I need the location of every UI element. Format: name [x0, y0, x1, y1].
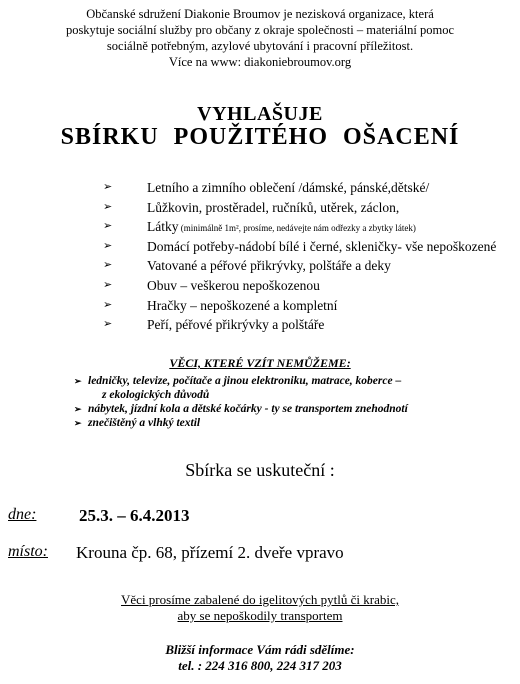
list-item-main: Látky — [147, 219, 179, 235]
contact-info — [0, 642, 520, 674]
list-item-text: Lůžkovin, prostěradel, ručníků, utěrek, záclon, — [147, 199, 400, 215]
arrow-bullet-icon: ➢ — [103, 278, 113, 291]
list-item — [0, 296, 520, 316]
arrow-bullet-icon: ➢ — [74, 418, 82, 428]
intro-line: poskytuje sociální služby pro občany z okraje společnosti – materiální pomoc — [65, 23, 455, 37]
arrow-bullet-icon: ➢ — [103, 239, 113, 252]
packing-line: Věci prosíme zabalené do igelitových pytlů či krabic, — [121, 592, 399, 607]
list-item — [0, 315, 520, 335]
list-item — [0, 198, 520, 218]
list-item — [74, 402, 514, 416]
list-item-text: Peří, péřové přikrývky a polštáře — [147, 317, 325, 333]
arrow-bullet-icon: ➢ — [103, 181, 113, 193]
list-item-text: Hračky – nepoškozené a kompletní — [147, 297, 338, 313]
contact-phone: tel. : 224 316 800, 224 317 203 — [178, 658, 342, 673]
heading-announces: VYHLAŠUJE — [197, 103, 323, 125]
arrow-bullet-icon: ➢ — [74, 376, 82, 386]
heading-title: SBÍRKU POUŽITÉHO OŠACENÍ — [60, 124, 460, 150]
arrow-bullet-icon: ➢ — [103, 298, 113, 311]
packing-note — [0, 592, 520, 624]
list-item-note: (minimálně 1m², prosíme, nedávejte nám odřezky a zbytky látek) — [178, 223, 416, 234]
arrow-bullet-icon: ➢ — [103, 200, 113, 213]
intro-text — [14, 6, 506, 70]
reject-title: VĚCI, KTERÉ VZÍT NEMŮŽEME: — [169, 356, 351, 370]
reject-list — [74, 374, 514, 430]
accept-list — [0, 178, 520, 335]
place-value: Krouna čp. 68, přízemí 2. dveře vpravo — [76, 543, 344, 562]
arrow-bullet-icon: ➢ — [74, 404, 82, 414]
contact-heading: Bližší informace Vám rádi sdělíme: — [165, 642, 355, 657]
list-item — [0, 178, 520, 198]
list-item-text: Obuv – veškerou nepoškozenou — [147, 277, 320, 293]
packing-line: aby se nepoškodily transportem — [177, 608, 343, 623]
arrow-bullet-icon: ➢ — [103, 318, 113, 331]
intro-line: sociálně potřebným, azylové ubytování i pracovní příležitost. — [106, 39, 414, 53]
collection-announcement: Sbírka se uskuteční : — [185, 460, 335, 480]
date-value: 25.3. – 6.4.2013 — [79, 506, 190, 525]
list-item — [0, 276, 520, 296]
list-item-text: Domácí potřeby-nádobí bílé i černé, skleničky- vše nepoškozené — [147, 238, 497, 254]
arrow-bullet-icon: ➢ — [103, 220, 113, 233]
list-item-text: ledničky, televize, počítače a jinou elektroniku, matrace, koberce – — [88, 375, 402, 387]
date-label: dne: — [8, 506, 37, 523]
list-item — [74, 416, 514, 430]
intro-line: Občanské sdružení Diakonie Broumov je nezisková organizace, která — [86, 7, 434, 21]
list-item-text-cont: z ekologických důvodů — [102, 389, 210, 401]
list-item-text: Vatované a péřové přikrývky, polštáře a deky — [147, 258, 391, 274]
list-item — [0, 217, 520, 237]
list-item-text: znečištěný a vlhký textil — [88, 417, 201, 429]
arrow-bullet-icon: ➢ — [103, 259, 113, 272]
list-item — [0, 237, 520, 257]
intro-line: Více na www: diakoniebroumov.org — [168, 55, 352, 69]
list-item — [74, 374, 514, 402]
list-item-text: Letního a zimního oblečení /dámské, pánské,dětské/ — [147, 180, 430, 195]
list-item — [0, 256, 520, 276]
list-item-text: nábytek, jízdní kola a dětské kočárky - ty se transportem znehodnotí — [88, 403, 408, 415]
place-label: místo: — [8, 543, 48, 560]
list-item-text — [147, 217, 416, 239]
